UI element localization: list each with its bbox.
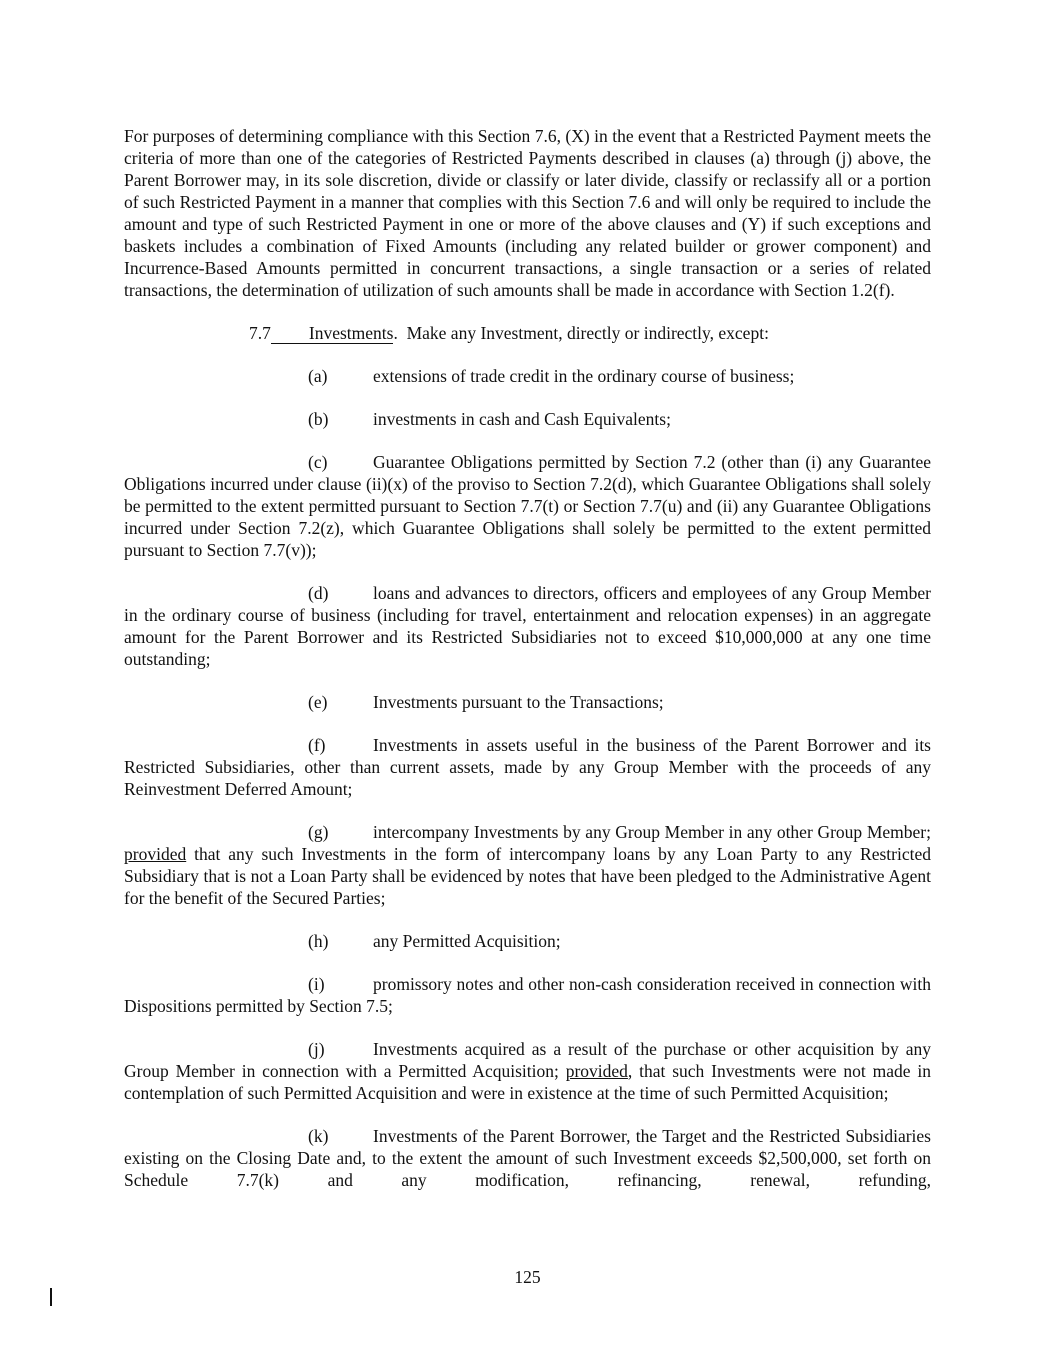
clause-body xyxy=(124,1039,931,1103)
clause-body xyxy=(124,974,931,1016)
clause-paragraph xyxy=(124,582,931,670)
clause-paragraph xyxy=(124,821,931,909)
clause-label: (j) xyxy=(308,1039,325,1059)
heading-tab xyxy=(271,338,309,339)
clause-label: (h) xyxy=(308,931,329,951)
clause-body xyxy=(373,409,671,429)
margin-mark xyxy=(50,1288,52,1306)
clause-paragraph xyxy=(124,451,931,561)
clause-label: (e) xyxy=(308,692,328,712)
text-segment: that any such Investments in the form of intercompany loans by any Loan Party to any Restricted Subsidiary that is not a Loan Party shall be evidenced by notes that have been pledged to the Administrative Agent for the benefit of the Secured Parties; xyxy=(124,844,931,908)
underlined-term: provided xyxy=(565,1061,628,1081)
text-segment: Investments in assets useful in the business of the Parent Borrower and its Restricted Subsidiaries, other than current assets, made by any Group Member with the proceeds of any Reinvestment Deferred Amount; xyxy=(124,735,931,799)
text-segment: investments in cash and Cash Equivalents; xyxy=(373,409,671,429)
underlined-term: provided xyxy=(124,844,187,864)
text-segment: intercompany Investments by any Group Member in any other Group Member; xyxy=(373,822,931,842)
text-segment: extensions of trade credit in the ordinary course of business; xyxy=(373,366,795,386)
text-segment: Investments of the Parent Borrower, the Target and the Restricted Subsidiaries existing on the Closing Date and, to the extent the amount of such Investment exceeds $2,500,000, set forth on Schedule 7.7(k) and any modification, refinancing, renewal, refunding, xyxy=(124,1126,931,1190)
clause-label: (a) xyxy=(308,366,328,386)
text-segment: loans and advances to directors, officers and employees of any Group Member in the ordinary course of business (including for travel, entertainment and relocation expenses) in an aggregate amount for the Parent Borrower and its Restricted Subsidiaries not to exceed $10,000,000 at any one time outstanding; xyxy=(124,583,931,669)
clause-body xyxy=(373,692,664,712)
document-body xyxy=(124,125,931,1212)
clause-label: (b) xyxy=(308,409,329,429)
clause-paragraph xyxy=(124,365,931,387)
clause-body xyxy=(373,366,794,386)
clause-body xyxy=(124,735,931,799)
clause-label: (i) xyxy=(308,974,325,994)
clause-label: (g) xyxy=(308,822,329,842)
clause-label: (f) xyxy=(308,735,326,755)
section-title-underline xyxy=(271,323,394,344)
clause-label: (k) xyxy=(308,1126,329,1146)
text-segment: Investments pursuant to the Transactions; xyxy=(373,692,664,712)
items-list xyxy=(124,365,931,1191)
clause-body xyxy=(124,583,931,669)
clause-body xyxy=(124,452,931,560)
text-segment: any Permitted Acquisition; xyxy=(373,931,561,951)
clause-paragraph xyxy=(124,734,931,800)
clause-paragraph xyxy=(124,973,931,1017)
section-number: 7.7 xyxy=(249,323,271,343)
clause-label: (d) xyxy=(308,583,329,603)
clause-paragraph xyxy=(124,1125,931,1191)
clause-body xyxy=(124,1126,931,1190)
clause-paragraph xyxy=(124,691,931,713)
section-heading xyxy=(124,322,931,344)
intro-paragraph: For purposes of determining compliance with this Section 7.6, (X) in the event that a Restricted Payment meets the criteria of more than one of the categories of Restricted Payments described in clauses (a) through (j) above, the Parent Borrower may, in its sole discretion, divide or classify or later divide, classify or reclassify all or a portion of such Restricted Payment in a manner that complies with this Section 7.6 and will only be required to include the amount and type of such Restricted Payment in one or more of the above clauses and (Y) if such exceptions and baskets includes a combination of Fixed Amounts (including any related builder or grower component) and Incurrence-Based Amounts permitted in concurrent transactions, a single transaction or a series of related transactions, the determination of utilization of such amounts shall be made in accordance with Section 1.2(f). xyxy=(124,126,931,300)
clause-paragraph xyxy=(124,408,931,430)
page-footer xyxy=(124,1266,931,1288)
text-segment: promissory notes and other non-cash consideration received in connection with Dispositions permitted by Section 7.5; xyxy=(124,974,931,1016)
text-segment: Investments acquired as a result of the purchase or other acquisition by any Group Member in connection with a Permitted Acquisition; xyxy=(124,1039,931,1081)
text-segment: , that such Investments were not made in contemplation of such Permitted Acquisition and were in existence at the time of such Permitted Acquisition; xyxy=(124,1061,931,1103)
section-heading-text: . Make any Investment, directly or indirectly, except: xyxy=(393,323,769,343)
clause-body xyxy=(124,822,931,908)
clause-body xyxy=(373,931,561,951)
text-segment: Guarantee Obligations permitted by Section 7.2 (other than (i) any Guarantee Obligations incurred under clause (ii)(x) of the proviso to Section 7.2(d), which Guarantee Obligations shall solely be permitted to the extent permitted pursuant to Section 7.7(t) or Section 7.7(u) and (ii) any Guarantee Obligations incurred under Section 7.2(z), which Guarantee Obligations shall solely be permitted to the extent permitted pursuant to Section 7.7(v)); xyxy=(124,452,931,560)
clause-label: (c) xyxy=(308,452,328,472)
section-title: Investments xyxy=(308,323,394,343)
clause-paragraph xyxy=(124,1038,931,1104)
page-number: 125 xyxy=(514,1267,541,1287)
clause-paragraph xyxy=(124,930,931,952)
